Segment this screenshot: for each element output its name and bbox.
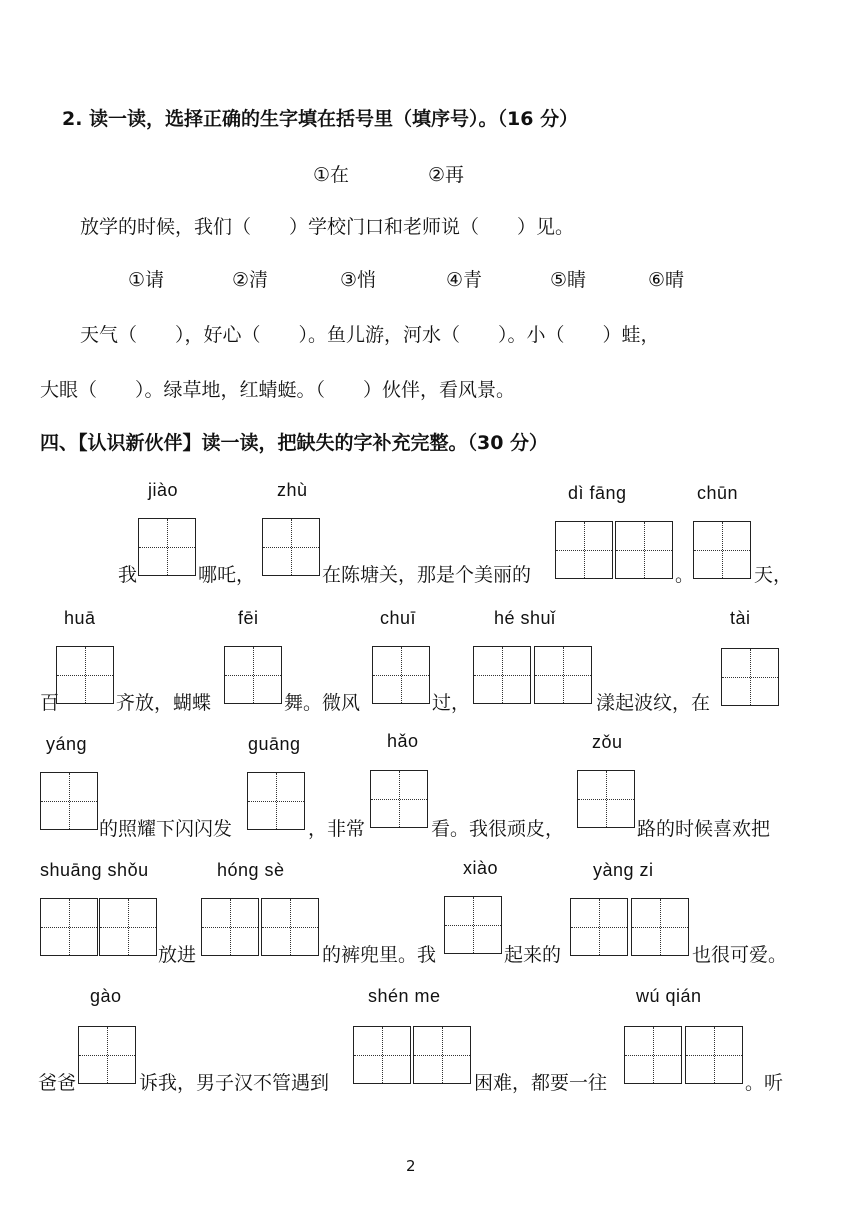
blank-cell-wu[interactable] [624, 1026, 682, 1084]
section2-title: 2. 读一读，选择正确的生字填在括号里（填序号）。（16 分） [62, 108, 579, 130]
option-b3: ③悄 [340, 269, 377, 291]
blank-cell-hao[interactable] [370, 770, 428, 828]
blank-cell-shen[interactable] [353, 1026, 411, 1084]
line3-text-d: 路的时候喜欢把 [637, 818, 771, 840]
pinyin-zhu: zhù [277, 480, 308, 500]
pinyin-yangzi: yàng zi [593, 860, 654, 880]
line2-text-a: 百 [40, 692, 60, 714]
option-a1: ①在 [313, 164, 350, 186]
blank-cell-me[interactable] [413, 1026, 471, 1084]
blank-cell-chui[interactable] [372, 646, 430, 704]
option-a2: ②再 [428, 164, 465, 186]
line3-text-c: 看。我很顽皮， [431, 818, 565, 840]
pinyin-hua: huā [64, 608, 96, 628]
blank-cell-zi[interactable] [631, 898, 689, 956]
pinyin-difang: dì fāng [568, 483, 627, 503]
blank-cell-qian[interactable] [685, 1026, 743, 1084]
blank-cell-tai[interactable] [721, 648, 779, 706]
blank-cell-shuang[interactable] [40, 898, 98, 956]
line1-text-a: 我 [118, 564, 138, 586]
blank-cell-yang[interactable] [40, 772, 98, 830]
pinyin-hao: hǎo [387, 731, 419, 751]
option-b4: ④青 [446, 269, 483, 291]
section4-title: 四、【认识新伙伴】读一读，把缺失的字补充完整。（30 分） [40, 432, 549, 454]
sentence-b1: 天气（ ），好心（ ）。鱼儿游，河水（ ）。小（ ）蛙， [80, 324, 660, 346]
line3-text-b: ，非常 [308, 818, 366, 840]
blank-cell-guang[interactable] [247, 772, 305, 830]
option-b1: ①请 [128, 269, 165, 291]
pinyin-zou: zǒu [592, 732, 623, 752]
pinyin-yang: yáng [46, 734, 88, 754]
pinyin-tai: tài [730, 608, 751, 628]
line4-text-b: 的裤兜里。我 [322, 944, 437, 966]
line4-text-a: 放进 [158, 944, 197, 966]
line5-text-a: 爸爸 [38, 1072, 77, 1094]
pinyin-jiao: jiào [148, 480, 179, 500]
pinyin-chun: chūn [697, 483, 739, 503]
blank-cell-fang[interactable] [615, 521, 673, 579]
sentence-a: 放学的时候，我们（ ）学校门口和老师说（ ）见。 [80, 216, 575, 238]
pinyin-guang: guāng [248, 734, 301, 754]
option-b6: ⑥晴 [648, 269, 685, 291]
pinyin-heshui: hé shuǐ [494, 608, 556, 628]
blank-cell-hua[interactable] [56, 646, 114, 704]
line2-text-e: 漾起波纹，在 [596, 692, 711, 714]
pinyin-wuqian: wú qián [636, 986, 702, 1006]
blank-cell-yang2[interactable] [570, 898, 628, 956]
line4-text-d: 也很可爱。 [692, 944, 788, 966]
blank-cell-hong[interactable] [201, 898, 259, 956]
blank-cell-di[interactable] [555, 521, 613, 579]
blank-cell-shou[interactable] [99, 898, 157, 956]
pinyin-fei: fēi [238, 608, 259, 628]
blank-cell-shui[interactable] [534, 646, 592, 704]
blank-cell-gao[interactable] [78, 1026, 136, 1084]
option-b5: ⑤睛 [550, 269, 587, 291]
line5-text-b: 诉我，男子汉不管遇到 [139, 1072, 330, 1094]
blank-cell-chun[interactable] [693, 521, 751, 579]
line1-text-b: 哪吒， [198, 564, 256, 586]
pinyin-xiao: xiào [463, 858, 499, 878]
page-number: 2 [406, 1157, 416, 1175]
blank-cell-zou[interactable] [577, 770, 635, 828]
option-b2: ②清 [232, 269, 269, 291]
line1-text-d: 。 [675, 564, 695, 586]
line2-text-b: 齐放，蝴蝶 [116, 692, 212, 714]
pinyin-shenme: shén me [368, 986, 441, 1006]
sentence-b2: 大眼（ ）。绿草地，红蜻蜓。（ ）伙伴，看风景。 [40, 379, 516, 401]
line2-text-c: 舞。微风 [284, 692, 361, 714]
pinyin-gao: gào [90, 986, 122, 1006]
blank-cell-jiao[interactable] [138, 518, 196, 576]
line5-text-c: 困难，都要一往 [474, 1072, 608, 1094]
blank-cell-se[interactable] [261, 898, 319, 956]
pinyin-shuangshou: shuāng shǒu [40, 860, 149, 880]
blank-cell-zhu[interactable] [262, 518, 320, 576]
line2-text-d: 过， [432, 692, 471, 714]
line1-text-e: 天， [754, 564, 793, 586]
blank-cell-he[interactable] [473, 646, 531, 704]
line5-text-d: 。听 [745, 1072, 784, 1094]
line4-text-c: 起来的 [504, 944, 562, 966]
blank-cell-fei[interactable] [224, 646, 282, 704]
line1-text-c: 在陈塘关，那是个美丽的 [322, 564, 532, 586]
pinyin-chui: chuī [380, 608, 417, 628]
line3-text-a: 的照耀下闪闪发 [99, 818, 233, 840]
blank-cell-xiao[interactable] [444, 896, 502, 954]
pinyin-hongse: hóng sè [217, 860, 285, 880]
